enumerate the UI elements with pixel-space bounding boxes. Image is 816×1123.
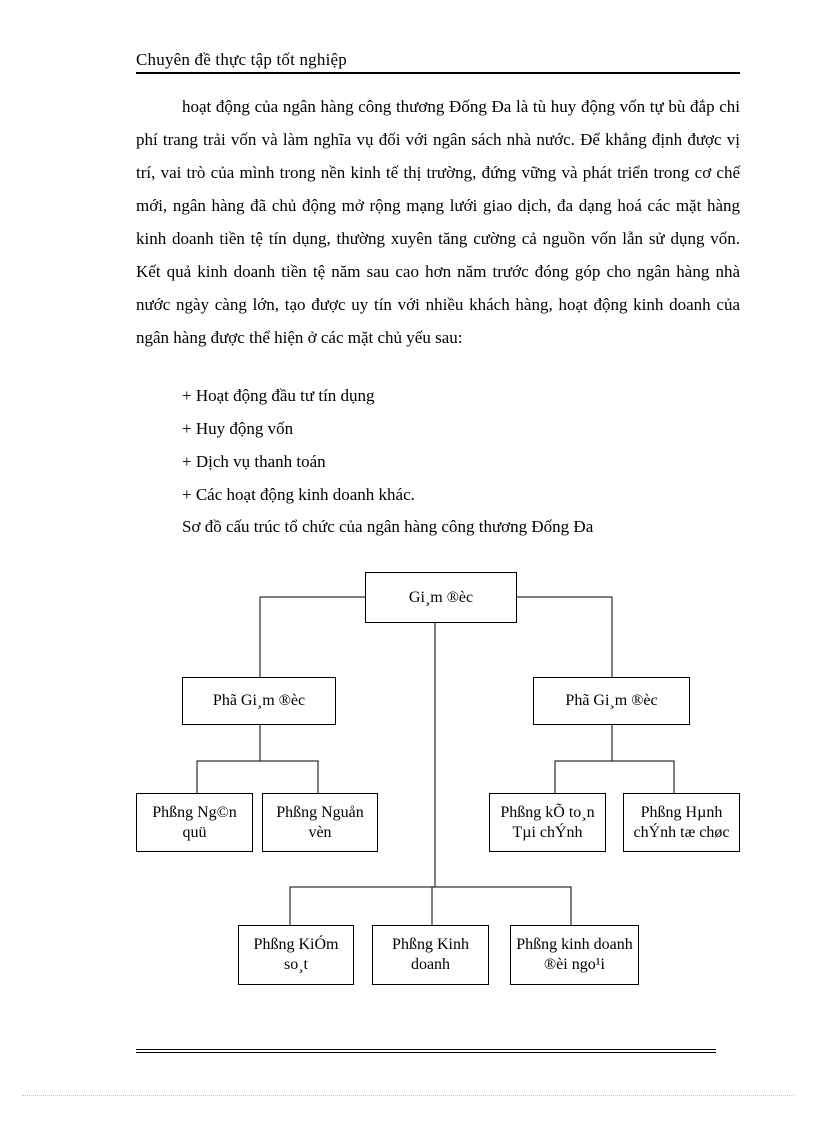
page-header-title: Chuyên đề thực tập tốt nghiệp (136, 50, 347, 69)
list-item: + Hoạt động đầu tư tín dụng (182, 386, 375, 405)
footer-divider (136, 1052, 716, 1053)
list-item: + Các hoạt động kinh doanh khác. (182, 485, 415, 504)
page-boundary (22, 1095, 794, 1096)
box-dept-admin: Phßng Hµnh chÝnh tæ chøc (623, 793, 740, 852)
body-paragraph: hoạt động của ngân hàng công thương Đống Đa là tù huy động vốn tự bù đắp chi phí trang trải vốn và làm nghĩa vụ đối với ngân sách nhà nước. Để khẳng định được vị trí, vai trò của mình trong nền kinh tế thị trường, đứng vững và phát triển trong cơ chế mới, ngân hàng đã chủ động mở rộng mạng lưới giao dịch, đa dạng hoá các mặt hàng kinh doanh tiền tệ tín dụng, thường xuyên tăng cường cả nguồn vốn lẫn sử dụng vốn. Kết quả kinh doanh tiền tệ năm sau cao hơn năm trước đóng góp cho ngân hàng nhà nước ngày càng lớn, tạo được uy tín với nhiều khách hàng, hoạt động kinh doanh của ngân hàng được thể hiện ở các mặt chủ yếu sau: (136, 97, 740, 347)
box-dept-business: Phßng Kinh doanh (372, 925, 489, 985)
box-dept-accounting: Phßng kÕ to¸n Tµi chÝnh (489, 793, 606, 852)
list-item: + Dịch vụ thanh toán (182, 452, 326, 471)
list-item: + Huy động vốn (182, 419, 294, 438)
connector-bottom-branch (290, 887, 571, 925)
box-dept-treasury: Phßng Ng©n quü (136, 793, 253, 852)
box-dept-foreign: Phßng kinh doanh ®èi ngo¹i (510, 925, 639, 985)
box-deputy-director-right: Phã Gi¸m ®èc (533, 677, 690, 725)
connector-director-right-deputy (517, 597, 612, 677)
box-dept-capital: Phßng Nguån vèn (262, 793, 378, 852)
box-director: Gi¸m ®èc (365, 572, 517, 623)
connector-left-branch (197, 761, 318, 793)
org-chart-caption: Sơ đồ cấu trúc tổ chức của ngân hàng công thương Đống Đa (182, 517, 594, 536)
box-dept-audit: Phßng KiÓm so¸t (238, 925, 354, 985)
connector-right-branch (555, 761, 674, 793)
box-deputy-director-left: Phã Gi¸m ®èc (182, 677, 336, 725)
connector-director-left-deputy (260, 597, 365, 677)
footer-divider (136, 1049, 716, 1050)
